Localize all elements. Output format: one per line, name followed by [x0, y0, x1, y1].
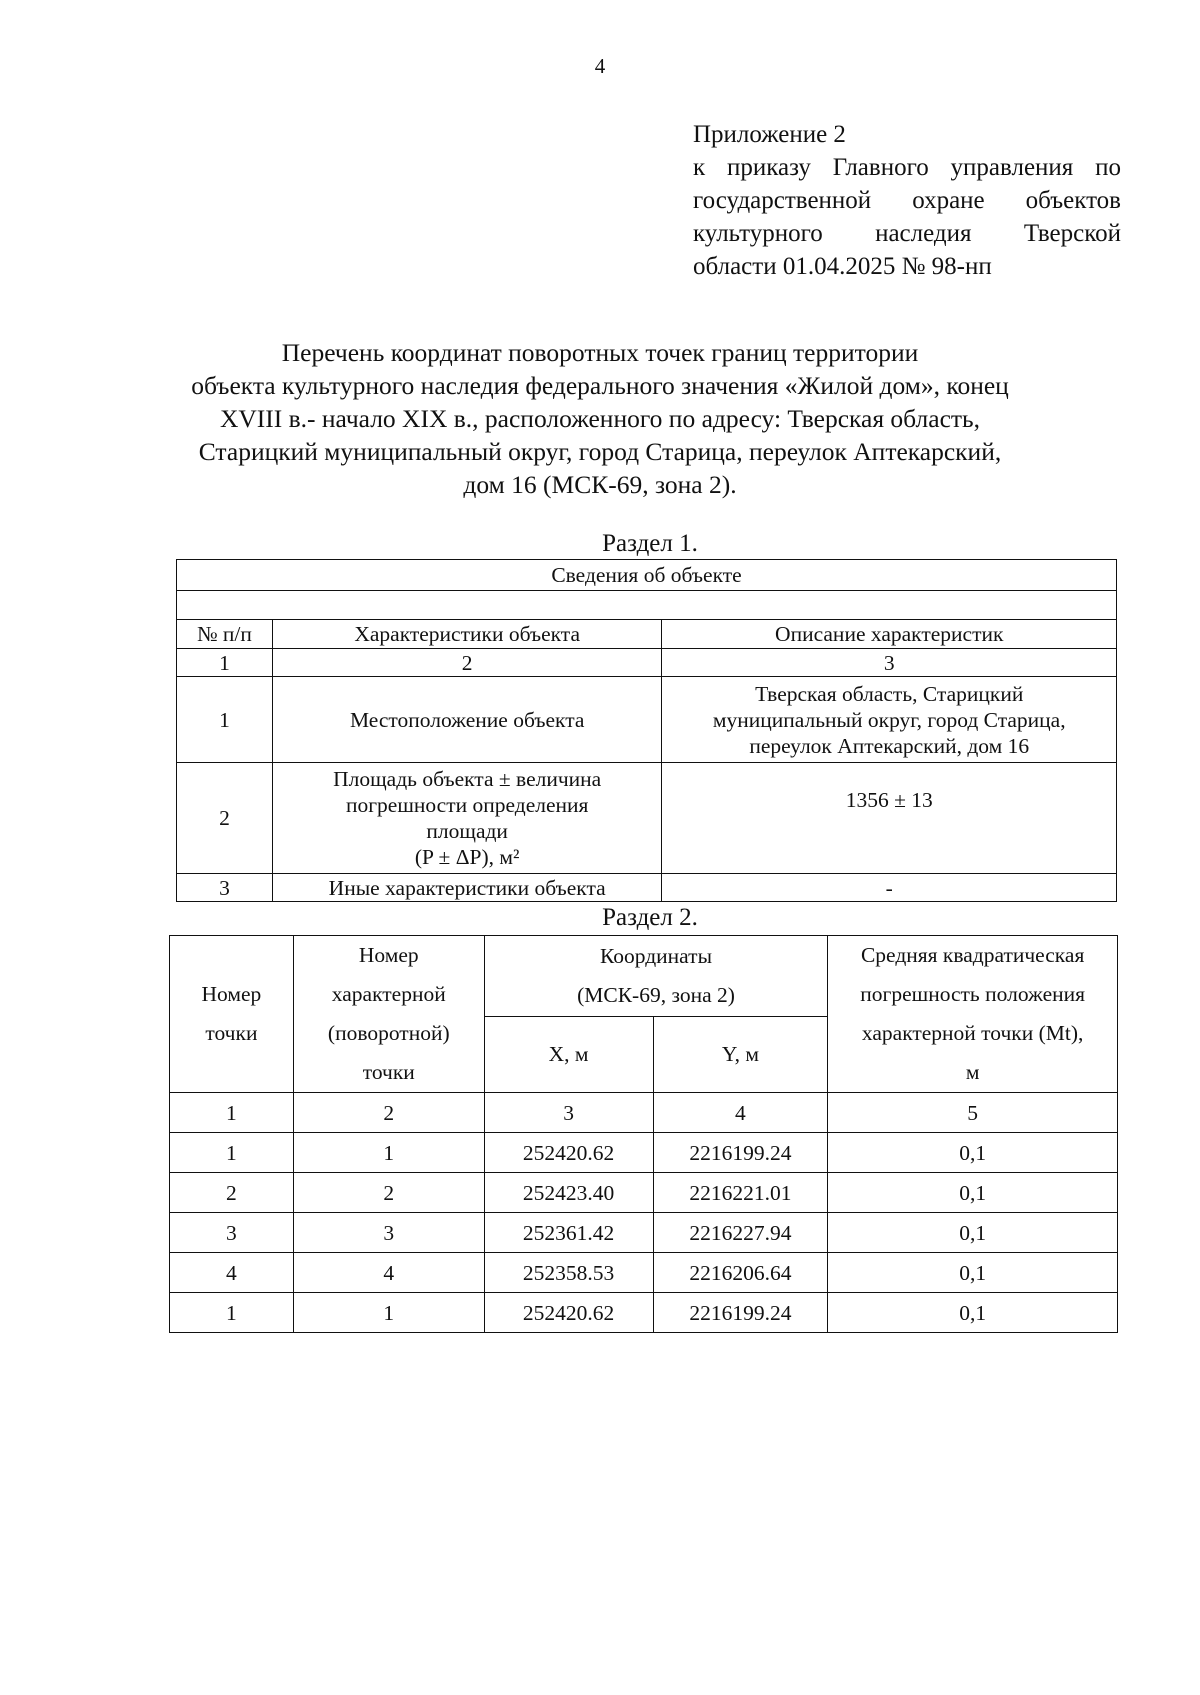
row-name: [272, 763, 662, 874]
cell-error: 0,1: [828, 1293, 1118, 1333]
cell-x: 252420.62: [484, 1133, 653, 1173]
page-number: 4: [594, 54, 606, 78]
title-line: XVIII в.- начало XIX в., расположенного по адресу: Тверская область,: [219, 404, 981, 433]
coordinates-table: [169, 935, 1118, 1333]
appendix-line: к приказу Главного управления по: [693, 154, 1121, 181]
cell-point: 2: [170, 1173, 294, 1213]
cell-point: 1: [170, 1293, 294, 1333]
row-name-line: Местоположение объекта: [349, 707, 585, 732]
row-num: 1: [177, 677, 273, 763]
table1-caption: Сведения об объекте: [177, 560, 1117, 591]
section2-heading: Раздел 2.: [602, 904, 698, 931]
appendix-line: государственной охране объектов: [693, 187, 1121, 214]
cell-x: 252361.42: [484, 1213, 653, 1253]
value-line: Тверская область, Старицкий: [755, 681, 1024, 706]
cell-y: 2216227.94: [653, 1213, 828, 1253]
title-line: дом 16 (МСК-69, зона 2).: [463, 470, 737, 499]
cell-y: 2216206.64: [653, 1253, 828, 1293]
col-number: 1: [170, 1093, 294, 1133]
value-line: переулок Аптекарский, дом 16: [749, 733, 1030, 758]
table-row: [177, 874, 1117, 902]
header-line: (МСК-69, зона 2): [577, 982, 735, 1007]
header-coords: [484, 936, 828, 1017]
object-info-table: [176, 559, 1117, 902]
name-line: Площадь объекта ± величина: [333, 767, 602, 791]
header-point-number: [170, 936, 294, 1093]
appendix-block: [693, 118, 1121, 283]
col-number: 4: [653, 1093, 828, 1133]
header-char-point: [293, 936, 484, 1093]
header-num: № п/п: [177, 620, 273, 649]
header-line: (поворотной): [327, 1021, 450, 1045]
cell-point: 1: [170, 1133, 294, 1173]
cell-point: 3: [170, 1213, 294, 1253]
header-error: [828, 936, 1118, 1093]
cell-error: 0,1: [828, 1173, 1118, 1213]
appendix-line: культурного наследия Тверской: [693, 220, 1121, 247]
table-row: [170, 1173, 1118, 1213]
appendix-line: области 01.04.2025 № 98-нп: [693, 253, 992, 280]
cell-error: 0,1: [828, 1253, 1118, 1293]
cell-y: 2216199.24: [653, 1133, 828, 1173]
table-row: [177, 763, 1117, 874]
table-row: [170, 1253, 1118, 1293]
header-x: X, м: [484, 1016, 653, 1092]
header-line: Средняя квадратическая: [860, 943, 1085, 967]
cell-x: 252358.53: [484, 1253, 653, 1293]
section1-heading: Раздел 1.: [602, 530, 698, 557]
row-num: 2: [177, 763, 273, 874]
cell-error: 0,1: [828, 1133, 1118, 1173]
header-line: м: [965, 1060, 980, 1084]
cell-char-point: 3: [293, 1213, 484, 1253]
appendix-line: Приложение 2: [693, 121, 846, 148]
table-row: [170, 1133, 1118, 1173]
row-name-line: Иные характеристики объекта: [328, 875, 606, 900]
col-number: 5: [828, 1093, 1118, 1133]
name-line: (P ± ΔP), м²: [414, 845, 520, 869]
cell-x: 252420.62: [484, 1293, 653, 1333]
cell-char-point: 1: [293, 1293, 484, 1333]
col-number: 3: [484, 1093, 653, 1133]
row-value: [662, 677, 1117, 763]
cell-error: 0,1: [828, 1213, 1118, 1253]
name-line: погрешности определения: [345, 793, 589, 817]
col-number: 3: [662, 649, 1117, 677]
value-line: 1356 ± 13: [845, 788, 933, 812]
col-number: 1: [177, 649, 273, 677]
value-line: муниципальный округ, город Старица,: [712, 707, 1066, 732]
header-line: погрешность положения: [860, 982, 1086, 1006]
cell-char-point: 1: [293, 1133, 484, 1173]
col-number: 2: [293, 1093, 484, 1133]
header-line: Номер: [358, 943, 419, 967]
cell-y: 2216221.01: [653, 1173, 828, 1213]
header-line: точки: [362, 1060, 415, 1084]
cell-point: 4: [170, 1253, 294, 1293]
empty-row: [177, 591, 1117, 620]
header-characteristic: Характеристики объекта: [272, 620, 662, 649]
header-y: Y, м: [653, 1016, 828, 1092]
header-line: характерной: [331, 982, 446, 1006]
row-name: [272, 677, 662, 763]
cell-char-point: 4: [293, 1253, 484, 1293]
document-title: [150, 336, 1050, 501]
value-line: -: [885, 875, 893, 900]
row-value: [662, 874, 1117, 902]
title-line: Перечень координат поворотных точек границ территории: [281, 338, 919, 367]
cell-x: 252423.40: [484, 1173, 653, 1213]
title-line: объекта культурного наследия федерального значения «Жилой дом», конец: [191, 371, 1009, 400]
col-number: 2: [272, 649, 662, 677]
name-line: площади: [426, 819, 508, 843]
header-line: точки: [205, 1021, 258, 1045]
row-name: [272, 874, 662, 902]
table-row: [170, 1213, 1118, 1253]
title-line: Старицкий муниципальный округ, город Старица, переулок Аптекарский,: [198, 437, 1002, 466]
row-value: [662, 763, 1117, 874]
cell-char-point: 2: [293, 1173, 484, 1213]
header-line: Номер: [201, 982, 262, 1006]
table-row: [177, 677, 1117, 763]
header-description: Описание характеристик: [662, 620, 1117, 649]
table-row: [170, 1293, 1118, 1333]
header-line: характерной точки (Mt),: [861, 1021, 1084, 1045]
header-line: Координаты: [600, 943, 713, 968]
row-num: 3: [177, 874, 273, 902]
cell-y: 2216199.24: [653, 1293, 828, 1333]
